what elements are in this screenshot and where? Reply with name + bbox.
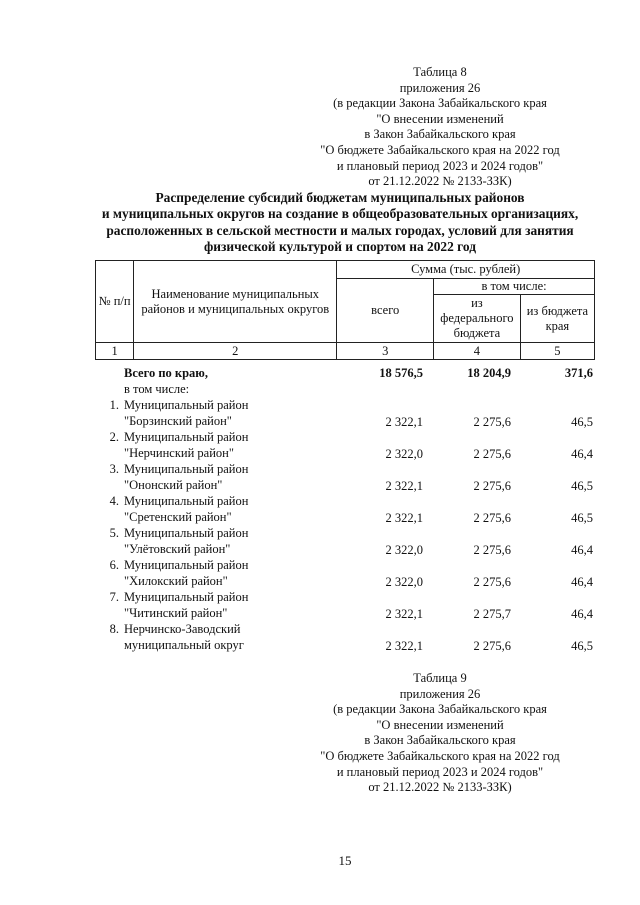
row-federal: 2 275,6 xyxy=(473,638,511,653)
title-line: физической культурой и спортом на 2022 год xyxy=(204,239,476,255)
table8-header-line: "О внесении изменений xyxy=(376,111,504,126)
row-number: 5. xyxy=(109,526,119,540)
table8-header-line: и плановый период 2023 и 2024 годов" xyxy=(336,158,544,173)
row-name xyxy=(124,462,248,493)
total-row-label: Всего по краю, xyxy=(124,366,208,380)
page-number: 15 xyxy=(338,853,352,868)
row-name-line: Муниципальный район xyxy=(124,462,249,476)
table8-header xyxy=(300,65,580,190)
row-regional: 46,4 xyxy=(571,542,593,557)
col-number-1: 1 xyxy=(96,343,134,360)
table-row xyxy=(95,526,595,558)
table8-header-line: "О бюджете Забайкальского края на 2022 год xyxy=(320,142,560,157)
row-federal: 2 275,6 xyxy=(473,510,511,525)
row-regional: 46,4 xyxy=(571,574,593,589)
col-number-4: 4 xyxy=(434,343,521,360)
row-name-line: муниципальный округ xyxy=(124,637,244,652)
row-name-line: Муниципальный район xyxy=(124,398,249,412)
table8-header-line: Таблица 8 xyxy=(413,65,467,79)
row-name-line: "Сретенский район" xyxy=(124,509,232,524)
table-row xyxy=(95,590,595,622)
title-line: и муниципальных округов на создание в общеобразовательных организациях, xyxy=(101,206,579,222)
table9-header-line: приложения 26 xyxy=(399,686,481,701)
row-total: 2 322,1 xyxy=(385,606,423,621)
row-name-line: "Борзинский район" xyxy=(124,413,232,428)
header-regional: из бюджета края xyxy=(520,295,594,343)
row-name-line: Муниципальный район xyxy=(124,526,249,540)
row-total: 2 322,1 xyxy=(385,414,423,429)
total-row-regional: 371,6 xyxy=(564,366,593,380)
row-regional: 46,5 xyxy=(571,478,593,493)
row-federal: 2 275,7 xyxy=(473,606,511,621)
row-regional: 46,5 xyxy=(571,510,593,525)
row-name-line: Муниципальный район xyxy=(124,590,249,604)
header-number: № п/п xyxy=(96,261,134,343)
total-row-total: 18 576,5 xyxy=(379,366,423,380)
table9-header-line: "О внесении изменений xyxy=(376,717,504,732)
col-number-5: 5 xyxy=(520,343,594,360)
row-name-line: Муниципальный район xyxy=(124,494,249,508)
table9-header-line: и плановый период 2023 и 2024 годов" xyxy=(336,764,544,779)
table8-header-line: от 21.12.2022 № 2133-ЗЗК) xyxy=(368,174,512,189)
header-sum: Сумма (тыс. рублей) xyxy=(337,261,595,279)
row-total: 2 322,0 xyxy=(385,446,423,461)
including-row xyxy=(95,382,595,398)
row-total: 2 322,1 xyxy=(385,478,423,493)
table9-header-line: "О бюджете Забайкальского края на 2022 год xyxy=(320,748,560,763)
row-name-line: "Улётовский район" xyxy=(124,541,231,556)
document-title xyxy=(80,190,600,256)
row-total: 2 322,0 xyxy=(385,574,423,589)
column-number-row xyxy=(96,343,595,360)
header-name: Наименование муниципальных районов и муниципальных округов xyxy=(134,261,337,343)
row-federal: 2 275,6 xyxy=(473,574,511,589)
row-federal: 2 275,6 xyxy=(473,414,511,429)
table9-header-line: от 21.12.2022 № 2133-ЗЗК) xyxy=(368,780,512,795)
row-name-line: Муниципальный район xyxy=(124,430,249,444)
row-regional: 46,5 xyxy=(571,414,593,429)
table8-header-line: приложения 26 xyxy=(399,80,481,95)
row-name xyxy=(124,494,248,525)
distribution-table-header xyxy=(95,260,595,360)
row-total: 2 322,1 xyxy=(385,510,423,525)
col-number-2: 2 xyxy=(134,343,337,360)
row-regional: 46,4 xyxy=(571,606,593,621)
table-row xyxy=(95,430,595,462)
row-name-line: "Хилокский район" xyxy=(124,573,228,588)
row-federal: 2 275,6 xyxy=(473,478,511,493)
row-total: 2 322,1 xyxy=(385,638,423,653)
row-total: 2 322,0 xyxy=(385,542,423,557)
distribution-table-body xyxy=(95,366,595,654)
table-row xyxy=(95,622,595,654)
total-row-federal: 18 204,9 xyxy=(467,366,511,380)
row-number: 3. xyxy=(109,462,119,476)
title-line: расположенных в сельской местности и малых городах, условий для занятия xyxy=(106,222,574,238)
table-row xyxy=(95,494,595,526)
table-row xyxy=(95,462,595,494)
row-name-line: "Нерчинский район" xyxy=(124,445,234,460)
row-name xyxy=(124,430,248,461)
table-row xyxy=(95,558,595,590)
row-name xyxy=(124,622,244,653)
total-row xyxy=(95,366,595,382)
row-regional: 46,4 xyxy=(571,446,593,461)
row-number: 2. xyxy=(109,430,119,444)
table8-header-line: в Закон Забайкальского края xyxy=(364,127,516,142)
header-federal: из федерального бюджета xyxy=(434,295,521,343)
row-name-line: Муниципальный район xyxy=(124,558,249,572)
row-number: 6. xyxy=(109,558,119,572)
row-number: 1. xyxy=(109,398,119,412)
row-name xyxy=(124,526,248,557)
table9-header-line: Таблица 9 xyxy=(413,671,467,685)
table9-header xyxy=(300,671,580,796)
row-name xyxy=(124,398,248,429)
row-federal: 2 275,6 xyxy=(473,542,511,557)
col-number-3: 3 xyxy=(337,343,434,360)
row-number: 8. xyxy=(109,622,119,636)
row-number: 7. xyxy=(109,590,119,604)
row-name-line: "Ононский район" xyxy=(124,477,223,492)
table-row xyxy=(95,398,595,430)
header-including: в том числе: xyxy=(434,279,595,295)
including-label: в том числе: xyxy=(124,382,190,396)
row-name-line: "Читинский район" xyxy=(124,605,228,620)
row-name xyxy=(124,558,248,589)
row-number: 4. xyxy=(109,494,119,508)
table8-header-line: (в редакции Закона Забайкальского края xyxy=(333,96,547,111)
table9-header-line: (в редакции Закона Забайкальского края xyxy=(333,702,547,717)
title-line: Распределение субсидий бюджетам муниципальных районов xyxy=(155,190,525,205)
row-federal: 2 275,6 xyxy=(473,446,511,461)
row-regional: 46,5 xyxy=(571,638,593,653)
table9-header-line: в Закон Забайкальского края xyxy=(364,733,516,748)
header-total: всего xyxy=(337,279,434,343)
row-name-line: Нерчинско-Заводский xyxy=(124,622,241,636)
row-name xyxy=(124,590,248,621)
